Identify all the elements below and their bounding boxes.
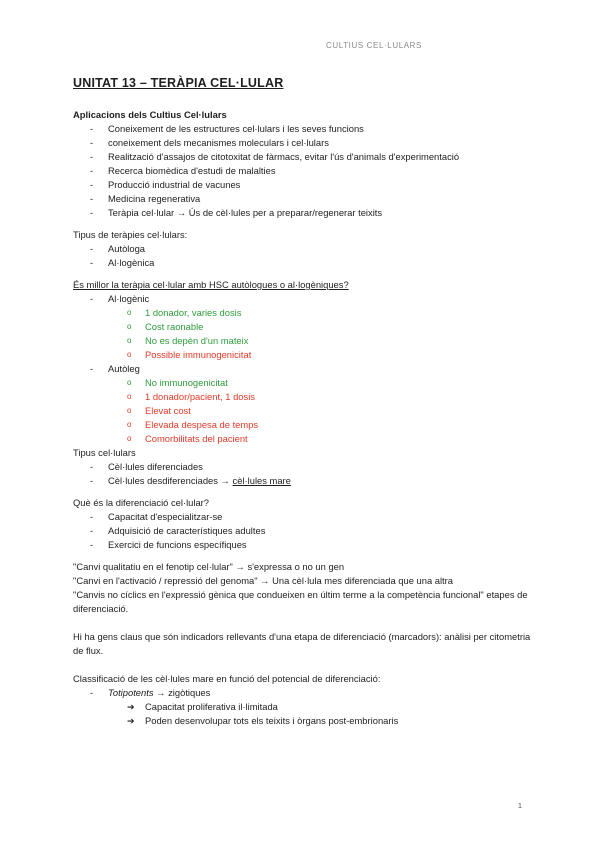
sub-item-positive: o No immunogenicitat — [127, 377, 228, 388]
circle-bullet: o — [127, 308, 132, 317]
dash-bullet: - — [90, 123, 94, 134]
running-header: CULTIUS CEL·LULARS — [325, 41, 422, 50]
definition-quote-3: "Canvis no cíclics en l'expressió gènica que condueixen en últim terme a la competència funcional" etapes de diferenciació. — [73, 589, 528, 614]
section-heading-cell-types: Tipus cel·lulars — [73, 447, 136, 458]
sub-item-positive: o No es depèn d'un mateix — [127, 335, 249, 346]
list-item: - Capacitat d'especialitzar-se — [90, 511, 223, 522]
section-heading-applications: Aplicacions dels Cultius Cel·lulars — [73, 109, 227, 120]
sub-item-negative: o Elevat cost — [127, 405, 191, 416]
list-item: - coneixement dels mecanismes moleculars i cel·lulars — [90, 137, 329, 148]
section-heading-stem-classification: Classificació de les cèl·lules mare en funció del potencial de diferenciació: — [73, 673, 381, 684]
list-item: - Realització d'assajos de citotoxitat de fàrmacs, evitar l'ús d'animals d'experimentació — [90, 151, 460, 162]
list-item: - Medicina regenerativa — [90, 193, 201, 204]
dash-bullet: - — [90, 165, 94, 176]
list-item: - Recerca biomèdica d'estudi de malalties — [90, 165, 276, 176]
dash-bullet: - — [90, 207, 94, 218]
dash-bullet: - — [90, 461, 94, 472]
arrow-bullet-icon: ➔ — [127, 716, 135, 726]
definition-quote-2: "Canvi en l'activació / repressió del genoma" → Una cèl·lula mes diferenciada que una altra — [73, 575, 453, 586]
page-title: UNITAT 13 – TERÀPIA CEL·LULAR — [73, 76, 284, 90]
dash-bullet: - — [90, 475, 94, 486]
dash-bullet: - — [90, 243, 94, 254]
dash-bullet: - — [90, 257, 94, 268]
sub-item-positive: o Cost raonable — [127, 321, 204, 332]
dash-bullet: - — [90, 539, 94, 550]
dash-bullet: - — [90, 525, 94, 536]
list-item: - Producció industrial de vacunes — [90, 179, 241, 190]
circle-bullet: o — [127, 322, 132, 331]
list-item: - Teràpia cel·lular → Ús de cèl·lules per a preparar/regenerar teixits — [90, 207, 383, 218]
dash-bullet: - — [90, 363, 94, 374]
sub-item: ➔ Capacitat proliferativa il·limitada — [127, 701, 278, 712]
dash-bullet: - — [90, 293, 94, 304]
list-item-allogenic: - Al·logènic — [90, 293, 150, 304]
dash-bullet: - — [90, 151, 94, 162]
circle-bullet: o — [127, 434, 132, 443]
arrow-bullet-icon: ➔ — [127, 702, 135, 712]
dash-bullet: - — [90, 687, 94, 698]
list-item: - Adquisició de característiques adultes — [90, 525, 266, 536]
circle-bullet: o — [127, 350, 132, 359]
list-item-autologous: - Autòleg — [90, 363, 140, 374]
sub-item: ➔ Poden desenvolupar tots els teixits i òrgans post-embrionaris — [127, 715, 399, 726]
list-item: - Cèl·lules desdiferenciades → cèl·lules mare — [90, 475, 291, 486]
sub-item-negative: o 1 donador/pacient, 1 dosis — [127, 391, 255, 402]
section-question-hsc: És millor la teràpia cel·lular amb HSC autòlogues o al·logèniques? — [73, 279, 349, 290]
sub-item-positive: o 1 donador, varies dosis — [127, 307, 242, 318]
dash-bullet: - — [90, 179, 94, 190]
document-body — [73, 108, 533, 728]
section-question-differentiation: Què és la diferenciació cel·lular? — [73, 497, 210, 508]
circle-bullet: o — [127, 406, 132, 415]
list-item: - Exercici de funcions específiques — [90, 539, 247, 550]
dash-bullet: - — [90, 137, 94, 148]
section-heading-therapy-types: Tipus de teràpies cel·lulars: — [73, 229, 188, 240]
circle-bullet: o — [127, 392, 132, 401]
sub-item-negative: o Comorbilitats del pacient — [127, 433, 248, 444]
sub-item-negative: o Elevada despesa de temps — [127, 419, 259, 430]
list-item: - Coneixement de les estructures cel·lulars i les seves funcions — [90, 123, 364, 134]
circle-bullet: o — [127, 336, 132, 345]
list-item: - Al·logènica — [90, 257, 155, 268]
circle-bullet: o — [127, 420, 132, 429]
list-item-totipotent: - Totipotents → zigòtiques — [90, 687, 211, 698]
page-number: 1 — [517, 801, 522, 810]
markers-paragraph: Hi ha gens claus que són indicadors rellevants d'una etapa de diferenciació (marcadors): anàlisi per citometria de flux. — [73, 631, 531, 656]
list-item: - Autòloga — [90, 243, 146, 254]
stem-cells-term: cèl·lules mare — [232, 475, 291, 486]
circle-bullet: o — [127, 378, 132, 387]
dash-bullet: - — [90, 193, 94, 204]
list-item: - Cèl·lules diferenciades — [90, 461, 203, 472]
definition-quote-1: "Canvi qualitatiu en el fenotip cel·lular" → s'expressa o no un gen — [73, 561, 345, 572]
sub-item-negative: o Possible immunogenicitat — [127, 349, 252, 360]
dash-bullet: - — [90, 511, 94, 522]
